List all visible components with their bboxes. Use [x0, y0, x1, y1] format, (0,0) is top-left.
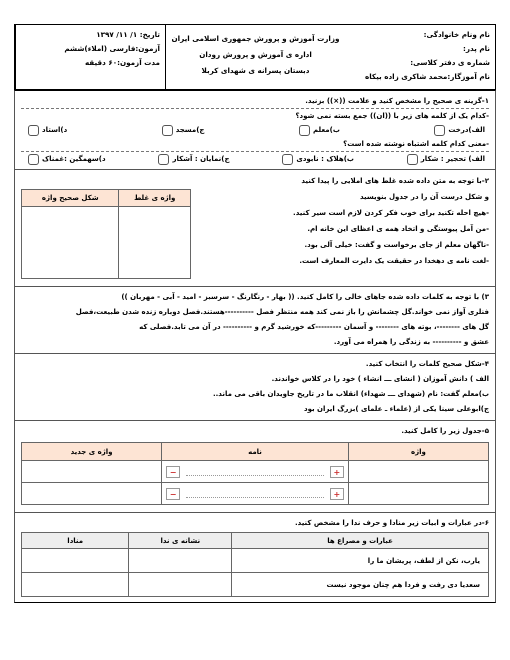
checkbox-icon[interactable] [158, 154, 169, 165]
table-row [22, 549, 489, 573]
q1-b-options [21, 152, 489, 166]
question-3 [14, 287, 496, 354]
table-header: شکل صحیح واژه [22, 190, 119, 207]
q6-title: ۶-در عبارات و ابیات زیر منادا و حرف ندا را مشخص کنید. [295, 519, 489, 527]
q3-line: عشق و ---------- به زندگی را همراه می آورد. [333, 338, 489, 346]
exam-sheet [14, 24, 496, 603]
option-label: د)سهمگین :غمناک [42, 155, 106, 163]
student-info [345, 25, 495, 89]
father-name-field: نام پدر: [462, 44, 490, 53]
word-cell[interactable] [348, 461, 488, 483]
table-header: واژه ی غلط [119, 190, 191, 207]
new-word-cell[interactable] [22, 461, 162, 483]
checkbox-icon[interactable] [28, 154, 39, 165]
addressee-cell[interactable] [22, 573, 129, 597]
q1-a-option[interactable] [25, 123, 67, 137]
vocative-sign-cell[interactable] [129, 573, 232, 597]
question-2 [14, 170, 496, 287]
q1-a-option[interactable] [296, 123, 340, 137]
answer-cell[interactable] [22, 207, 119, 279]
option-label: الف)درخت [448, 126, 485, 134]
option-label: ب)معلم [312, 126, 340, 134]
q1-b-option[interactable] [155, 152, 229, 166]
option-label: ج)مسجد [175, 126, 205, 134]
q3-title: ۳) با توجه به کلمات داده شده جاهای خالی را کامل کنید. (( بهار - رنگارنگ - سرسبز - امید - آبی - مهربان )) [121, 293, 489, 301]
department-name: اداره ی آموزش و پرورش رودان [199, 50, 312, 59]
q2-content [21, 173, 489, 283]
q3-line: گل های --------، بوته های -------- و آسمان ---------که خورشید گرم و ---------- در آن می تابد.فصلی که [139, 323, 489, 331]
option-label: د)استاد [42, 126, 68, 134]
table-header: نامه [162, 443, 349, 461]
answer-cell[interactable] [119, 207, 191, 279]
q2-line: -هیچ احله تکنید برای خوب فکر کردن لازم است سیر کنید. [293, 209, 489, 217]
table-header: عبارات و مصراع ها [232, 533, 489, 549]
table-row [22, 461, 489, 483]
table-header: منادا [22, 533, 129, 549]
checkbox-icon[interactable] [407, 154, 418, 165]
option-label: الف) تحجیر : شکار [420, 155, 485, 163]
q1-title: ۱-گزینه ی صحیح را مشخص کنید و علامت ((×)) بزنید. [21, 94, 489, 109]
q4-line: ج)ابوعلی سینا یکی از (علماء ـ علمای )بزرگ ایران بود [303, 405, 489, 413]
q5-title: ۵-جدول زیر را کامل کنید. [401, 427, 489, 435]
option-label: ب)هلاک : نابودی [296, 155, 354, 163]
q6-table [21, 532, 489, 597]
teacher-name: نام آموزگار:محمد شاکری زاده بیکاه [364, 72, 490, 81]
class-number-field: شماره ی دفتر کلاسی: [410, 58, 490, 67]
student-name-field: نام ونام خانوادگی: [423, 30, 490, 39]
school-name: دبستان پسرانه ی شهدای کربلا [201, 66, 310, 75]
checkbox-icon[interactable] [162, 125, 173, 136]
checkbox-icon[interactable] [299, 125, 310, 136]
vocative-sign-cell[interactable] [129, 549, 232, 573]
table-header: نشانه ی ندا [129, 533, 232, 549]
q4-line: ب)معلم گفت: نام (شهدای ـــ شهداء) انقلاب ما در تاریخ جاویدان باقی می ماند.. [212, 390, 489, 398]
letter-cell[interactable] [162, 483, 349, 505]
option-label: ج)نمایان : آشکار [172, 155, 230, 163]
q1-part-b: -معنی کدام کلمه اشتباه نوشته شده است؟ [21, 137, 489, 152]
addressee-cell[interactable] [22, 549, 129, 573]
checkbox-icon[interactable] [434, 125, 445, 136]
exam-subject: آزمون:فارسی (املاء)ششم [64, 44, 160, 53]
plus-sign: + [330, 466, 344, 478]
q1-b-option[interactable] [279, 152, 354, 166]
q4-line: الف ) دانش آموزان ( انشای ـــ انشاء ) خود را در کلاس خواندند. [271, 375, 489, 383]
school-info [165, 25, 345, 89]
q2-answer-table [21, 189, 191, 279]
q5-table [21, 442, 489, 505]
q2-title-2: و شکل درست آن را در جدول بنویسید [360, 193, 489, 201]
table-row [22, 573, 489, 597]
exam-date: تاریخ: ۱/ ۱۱/ ۱۳۹۷ [96, 30, 160, 39]
letter-cell[interactable] [162, 461, 349, 483]
question-1 [14, 90, 496, 170]
exam-header [14, 24, 496, 90]
question-4 [14, 354, 496, 421]
minus-sign: − [166, 466, 180, 478]
q2-line: -لغت نامه ی دهخدا در حقیقت یک دایرت المعارف است. [299, 257, 489, 265]
q1-a-options [21, 123, 489, 137]
phrase-cell: یارب، نکن از لطف، پریشان ما را [232, 549, 489, 573]
exam-duration: مدت آزمون:۶۰ دقیقه [84, 58, 160, 67]
exam-info [15, 25, 165, 89]
q2-title: ۲-با توجه به متن داده شده غلط های املایی را پیدا کنید [301, 177, 489, 185]
q1-b-option[interactable] [404, 152, 485, 166]
ministry-name: وزارت آموزش و پرورش جمهوری اسلامی ایران [171, 34, 340, 43]
checkbox-icon[interactable] [28, 125, 39, 136]
q2-line: -من آمل پیوستگی و اتخاد همه ی اعظای این خانه ام. [307, 225, 489, 233]
word-cell[interactable] [348, 483, 488, 505]
q1-b-option[interactable] [25, 152, 106, 166]
minus-sign: − [166, 488, 180, 500]
answer-line [186, 490, 324, 498]
table-row [22, 483, 489, 505]
checkbox-icon[interactable] [282, 154, 293, 165]
q1-part-a: -کدام یک از کلمه های زیر با ((ان)) جمع بسته نمی شود؟ [295, 112, 489, 120]
phrase-cell: سعدیا دی رفت و فردا هم چنان موجود نیست [232, 573, 489, 597]
question-5 [14, 421, 496, 513]
question-6 [14, 513, 496, 603]
q2-line: -ناگهان معلم از جای برخواست و گفت: خیلی آلی بود. [304, 241, 489, 249]
table-header: واژه [348, 443, 488, 461]
new-word-cell[interactable] [22, 483, 162, 505]
q1-a-option[interactable] [431, 123, 485, 137]
table-header: واژه ی جدید [22, 443, 162, 461]
plus-sign: + [330, 488, 344, 500]
q1-a-option[interactable] [159, 123, 205, 137]
q3-line: فنلری آواز نمی خواند.گل چشمانش را باز نمی کند همه منتظر فصل ----------هستند.فصل دوباره زنده شدن طبیعت،فصل [75, 308, 489, 316]
answer-line [186, 468, 324, 476]
q2-text [201, 173, 489, 283]
q4-title: ۴-شکل صحیح کلمات را انتخاب کنید. [365, 360, 489, 368]
